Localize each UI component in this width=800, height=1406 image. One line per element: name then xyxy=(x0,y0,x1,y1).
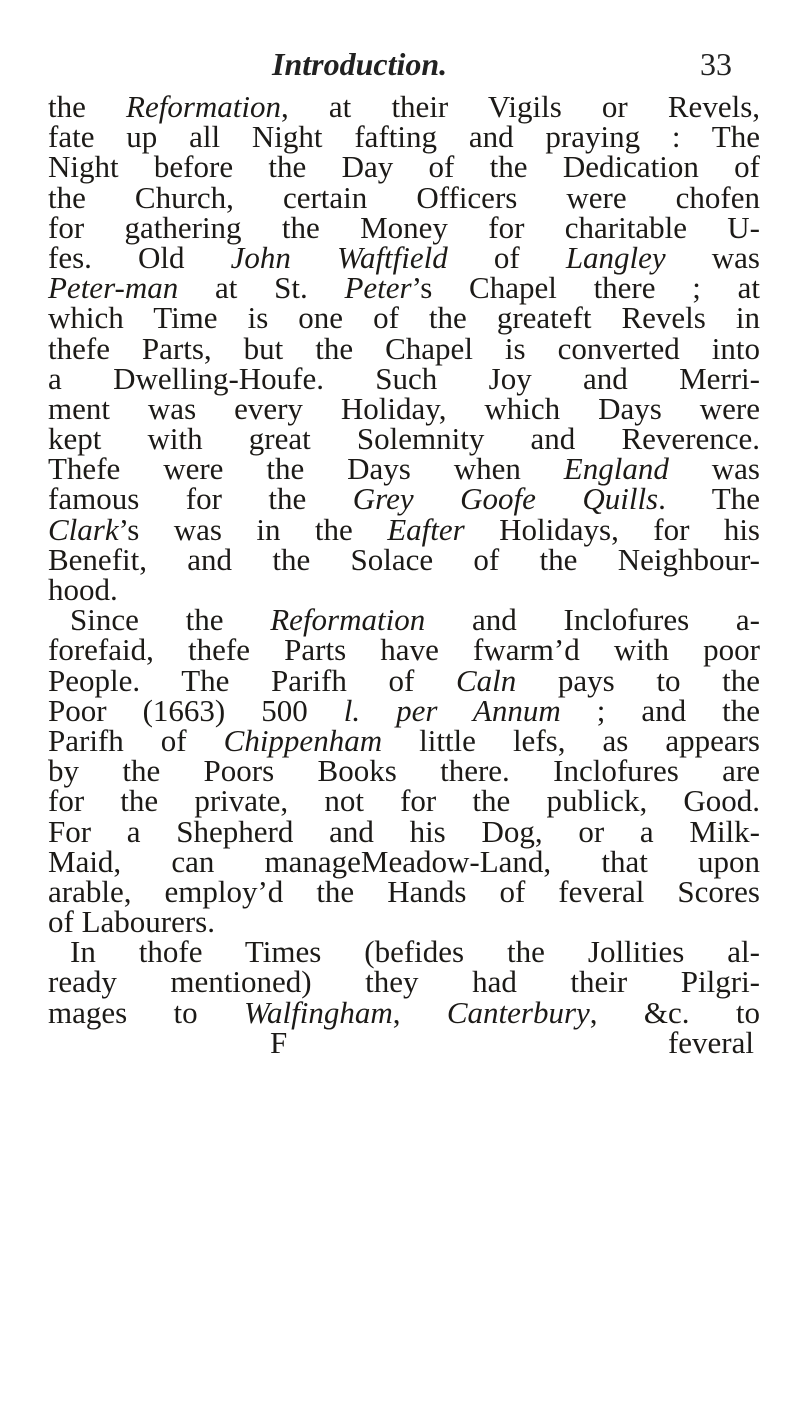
text-run: Benefit, and the Solace of the Neighbour- xyxy=(48,541,760,577)
italic-run: Walfingham xyxy=(244,994,393,1030)
page-title: Introduction. xyxy=(272,46,448,82)
text-line xyxy=(48,239,760,275)
text-line xyxy=(48,722,760,758)
text-run: Maid, can manageMeadow-Land, that upon xyxy=(48,843,760,879)
text-line xyxy=(48,119,760,155)
text-line xyxy=(48,632,760,668)
italic-run: Clark xyxy=(48,511,119,547)
text-run: thefe Parts, but the Chapel is converted into xyxy=(48,330,760,366)
text-line xyxy=(48,934,760,970)
text-run: Thefe were the Days when xyxy=(48,451,564,487)
text-line xyxy=(48,572,760,607)
text-run: For a Shepherd and his Dog, or a Milk- xyxy=(48,813,760,849)
italic-run: Caln xyxy=(455,662,517,698)
text-line xyxy=(48,873,760,909)
running-head xyxy=(0,44,800,92)
catchword: feveral xyxy=(667,1024,754,1060)
text-run: fate up all Night fafting and praying : The xyxy=(48,119,760,155)
text-run: famous for the xyxy=(48,481,353,517)
text-run: fes. Old xyxy=(48,239,231,275)
text-run: the xyxy=(48,89,127,124)
text-line xyxy=(48,481,761,517)
italic-run: Eafter xyxy=(387,511,465,547)
text-run: Parifh of xyxy=(48,722,224,758)
text-line xyxy=(48,541,760,577)
text-run: by the Poors Books there. Inclofures are xyxy=(48,753,760,789)
text-line xyxy=(48,270,760,306)
text-line xyxy=(48,904,760,940)
text-line xyxy=(48,692,760,728)
italic-run: Reformation xyxy=(126,89,282,124)
text-run: hood. xyxy=(48,572,118,607)
italic-run: Peter-man xyxy=(48,270,179,306)
text-run: , xyxy=(392,994,447,1030)
text-run: kept with great Solemnity and Reverence. xyxy=(48,421,760,457)
text-line xyxy=(48,179,760,215)
text-run: forefaid, thefe Parts have fwarm’d with poor xyxy=(48,632,760,668)
text-run: ready mentioned) they had their Pilgri- xyxy=(48,964,760,1000)
text-line xyxy=(48,662,761,698)
signature-mark: F xyxy=(270,1024,288,1060)
text-run: was xyxy=(668,451,760,487)
text-run: , &c. to xyxy=(589,994,760,1030)
text-run: Since the xyxy=(70,602,271,638)
text-run: ’s Chapel there ; at xyxy=(411,270,760,306)
page-number: 33 xyxy=(700,46,732,82)
text-run: ment was every Holiday, which Days were xyxy=(48,390,760,426)
text-line xyxy=(48,330,760,366)
text-line xyxy=(48,783,760,819)
italic-run: Reformation xyxy=(270,602,426,638)
text-run: little lefs, as appears xyxy=(382,722,760,758)
text-line xyxy=(48,511,760,547)
text-line xyxy=(48,602,760,638)
italic-run: Langley xyxy=(565,239,666,275)
catch-line xyxy=(48,1024,760,1060)
text-line xyxy=(48,149,760,185)
italic-run: John Waftfield xyxy=(230,239,448,275)
italic-run: England xyxy=(563,451,669,487)
text-line xyxy=(48,843,760,879)
text-run: arable, employ’d the Hands of feveral Scores xyxy=(48,873,760,909)
text-line xyxy=(48,209,760,245)
text-run: People. The Parifh of xyxy=(48,662,456,698)
text-line xyxy=(48,89,761,124)
text-run: ; and the xyxy=(560,692,760,728)
text-line xyxy=(48,421,760,457)
text-line xyxy=(48,753,760,789)
text-run: Night before the Day of the Dedication of xyxy=(48,149,760,185)
text-run: for gathering the Money for charitable U- xyxy=(48,209,760,245)
text-run: and Inclofures a- xyxy=(425,602,760,638)
italic-run: Peter xyxy=(344,270,412,306)
text-run: mages to xyxy=(48,994,245,1030)
text-run: which Time is one of the greateft Revels in xyxy=(48,300,760,336)
text-line xyxy=(48,813,760,849)
text-line xyxy=(48,451,760,487)
italic-run: l. per Annum xyxy=(343,692,561,728)
text-run: Poor (1663) 500 xyxy=(48,692,344,728)
text-line xyxy=(48,360,760,396)
italic-run: Grey Goofe Quills xyxy=(352,481,659,517)
italic-run: Chippenham xyxy=(223,722,383,758)
text-line xyxy=(48,994,760,1030)
italic-run: Canterbury xyxy=(446,994,590,1030)
body-text xyxy=(48,89,761,1060)
text-run: the Church, certain Officers were chofen xyxy=(48,179,760,215)
text-run: of Labourers. xyxy=(48,904,215,940)
text-line xyxy=(48,390,760,426)
text-run: at St. xyxy=(178,270,345,306)
text-run: Holidays, for his xyxy=(464,511,760,547)
text-run: a Dwelling-Houfe. Such Joy and Merri- xyxy=(48,360,760,396)
text-run: of xyxy=(447,239,566,275)
text-run: In thofe Times (befides the Jollities al- xyxy=(70,934,760,970)
text-run: for the private, not for the publick, Good. xyxy=(48,783,760,819)
text-run: ’s was in the xyxy=(118,511,388,547)
text-run: . The xyxy=(658,481,761,517)
text-line xyxy=(48,300,760,336)
text-run: , at their Vigils or Revels, xyxy=(281,89,761,124)
text-run: was xyxy=(665,239,760,275)
text-line xyxy=(48,964,760,1000)
text-run: pays to the xyxy=(516,662,761,698)
